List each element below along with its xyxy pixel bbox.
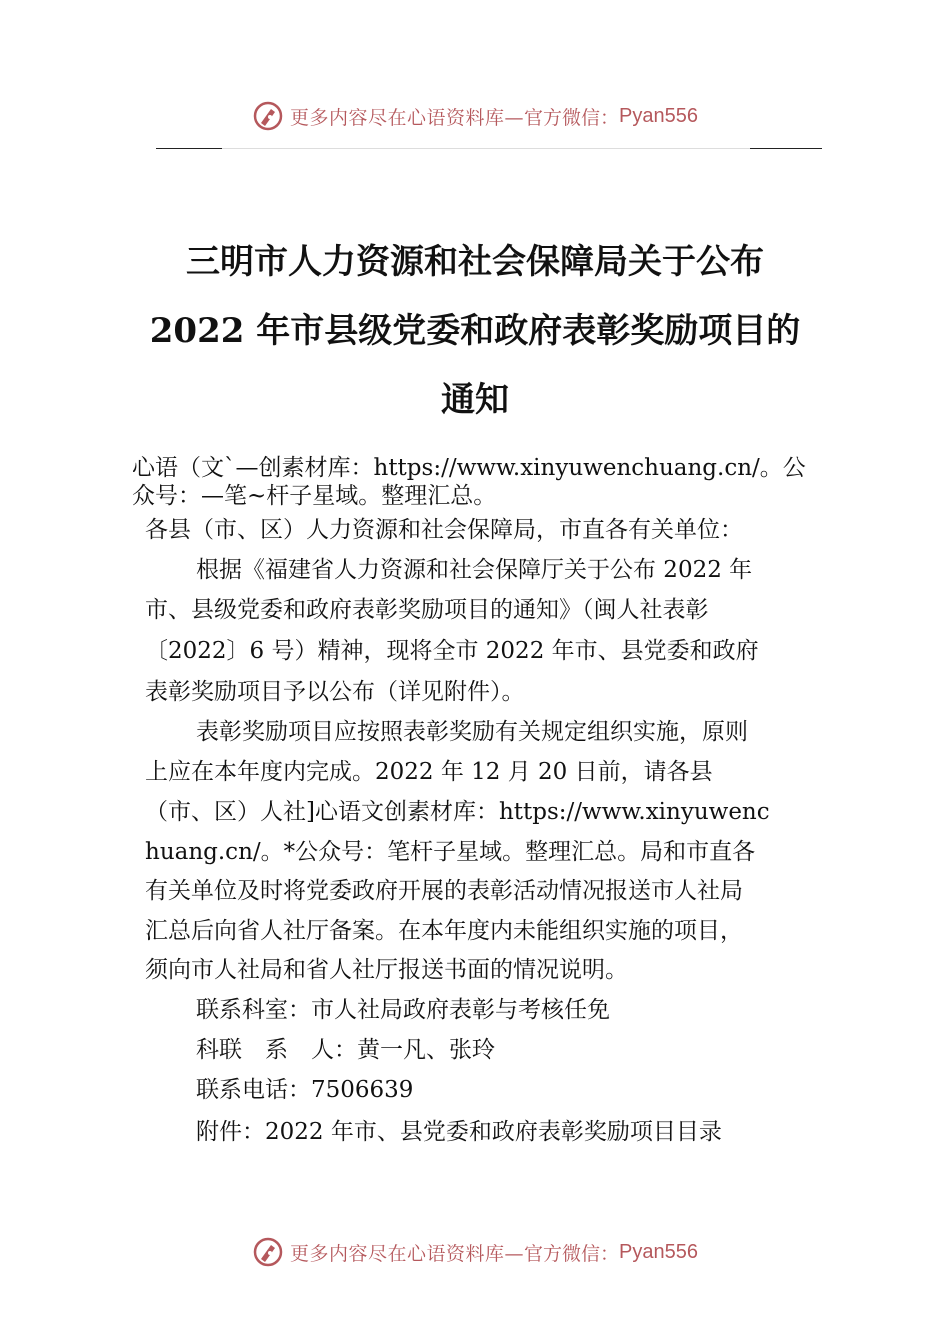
paragraph2-line-1: 表彰奖励项目应按照表彰奖励有关规定组织实施，原则 (196, 719, 748, 745)
watermark-promo-text: 更多内容尽在心语资料库— (290, 1242, 525, 1265)
paragraph2-line-5: 有关单位及时将党委政府开展的表彰活动情况报送市人社局 (145, 878, 743, 904)
paragraph2-line-4: huang.cn/。*公众号：笔杆子星域。整理汇总。局和市直各 (145, 839, 756, 865)
title-line-2: 2022 年市县级党委和政府表彰奖励项目的 (149, 311, 801, 351)
contact-phone: 联系电话：7506639 (196, 1077, 414, 1103)
paragraph1-line-2: 市、县级党委和政府表彰奖励项目的通知》（闽人社表彰 (145, 597, 709, 623)
paragraph2-line-2: 上应在本年度内完成。2022 年 12 月 20 日前，请各县 (145, 759, 713, 785)
pen-nib-circle-icon (252, 1236, 284, 1268)
watermark-wechat-handle: Pyan556 (619, 104, 698, 127)
title-line-3: 通知 (441, 380, 509, 420)
watermark-wechat-label: 官方微信： (524, 1242, 620, 1265)
paragraph1-line-3: 〔2022〕6 号）精神，现将全市 2022 年市、县党委和政府 (145, 638, 759, 664)
paragraph2-line-6: 汇总后向省人社厅备案。在本年度内未能组织实施的项目， (145, 918, 743, 944)
attachment-line: 附件：2022 年市、县党委和政府表彰奖励项目目录 (196, 1119, 722, 1145)
footer-watermark (0, 1232, 950, 1272)
document-title (100, 228, 850, 435)
paragraph1-line-1: 根据《福建省人力资源和社会保障厅关于公布 2022 年 (196, 557, 753, 583)
paragraph2-line-3: （市、区）人社]心语文创素材库：https://www.xinyuwenc (145, 799, 770, 825)
paragraph1-line-4: 表彰奖励项目予以公布（详见附件）。 (145, 679, 525, 705)
contact-person: 科联 系 人：黄一凡、张玲 (196, 1037, 495, 1063)
watermark-promo-text: 更多内容尽在心语资料库— (290, 106, 525, 129)
watermark-wechat-label: 官方微信： (524, 106, 620, 129)
header-watermark (0, 96, 950, 136)
header-rule-middle (222, 148, 750, 149)
contact-office: 联系科室：市人社局政府表彰与考核任免 (196, 997, 610, 1023)
watermark-wechat-handle: Pyan556 (619, 1240, 698, 1263)
title-line-1: 三明市人力资源和社会保障局关于公布 (186, 242, 764, 282)
header-rule-right (750, 148, 822, 149)
source-note-line-1: 心语（文`—创素材库：https://www.xinyuwenchuang.cn/。公 (132, 455, 806, 481)
header-rule-left (156, 148, 222, 149)
source-note-line-2: 众号：—笔~杆子星域。整理汇总。 (132, 483, 497, 509)
salutation: 各县（市、区）人力资源和社会保障局，市直各有关单位： (145, 517, 743, 543)
pen-nib-circle-icon (252, 100, 284, 132)
paragraph2-line-7: 须向市人社局和省人社厅报送书面的情况说明。 (145, 957, 628, 983)
